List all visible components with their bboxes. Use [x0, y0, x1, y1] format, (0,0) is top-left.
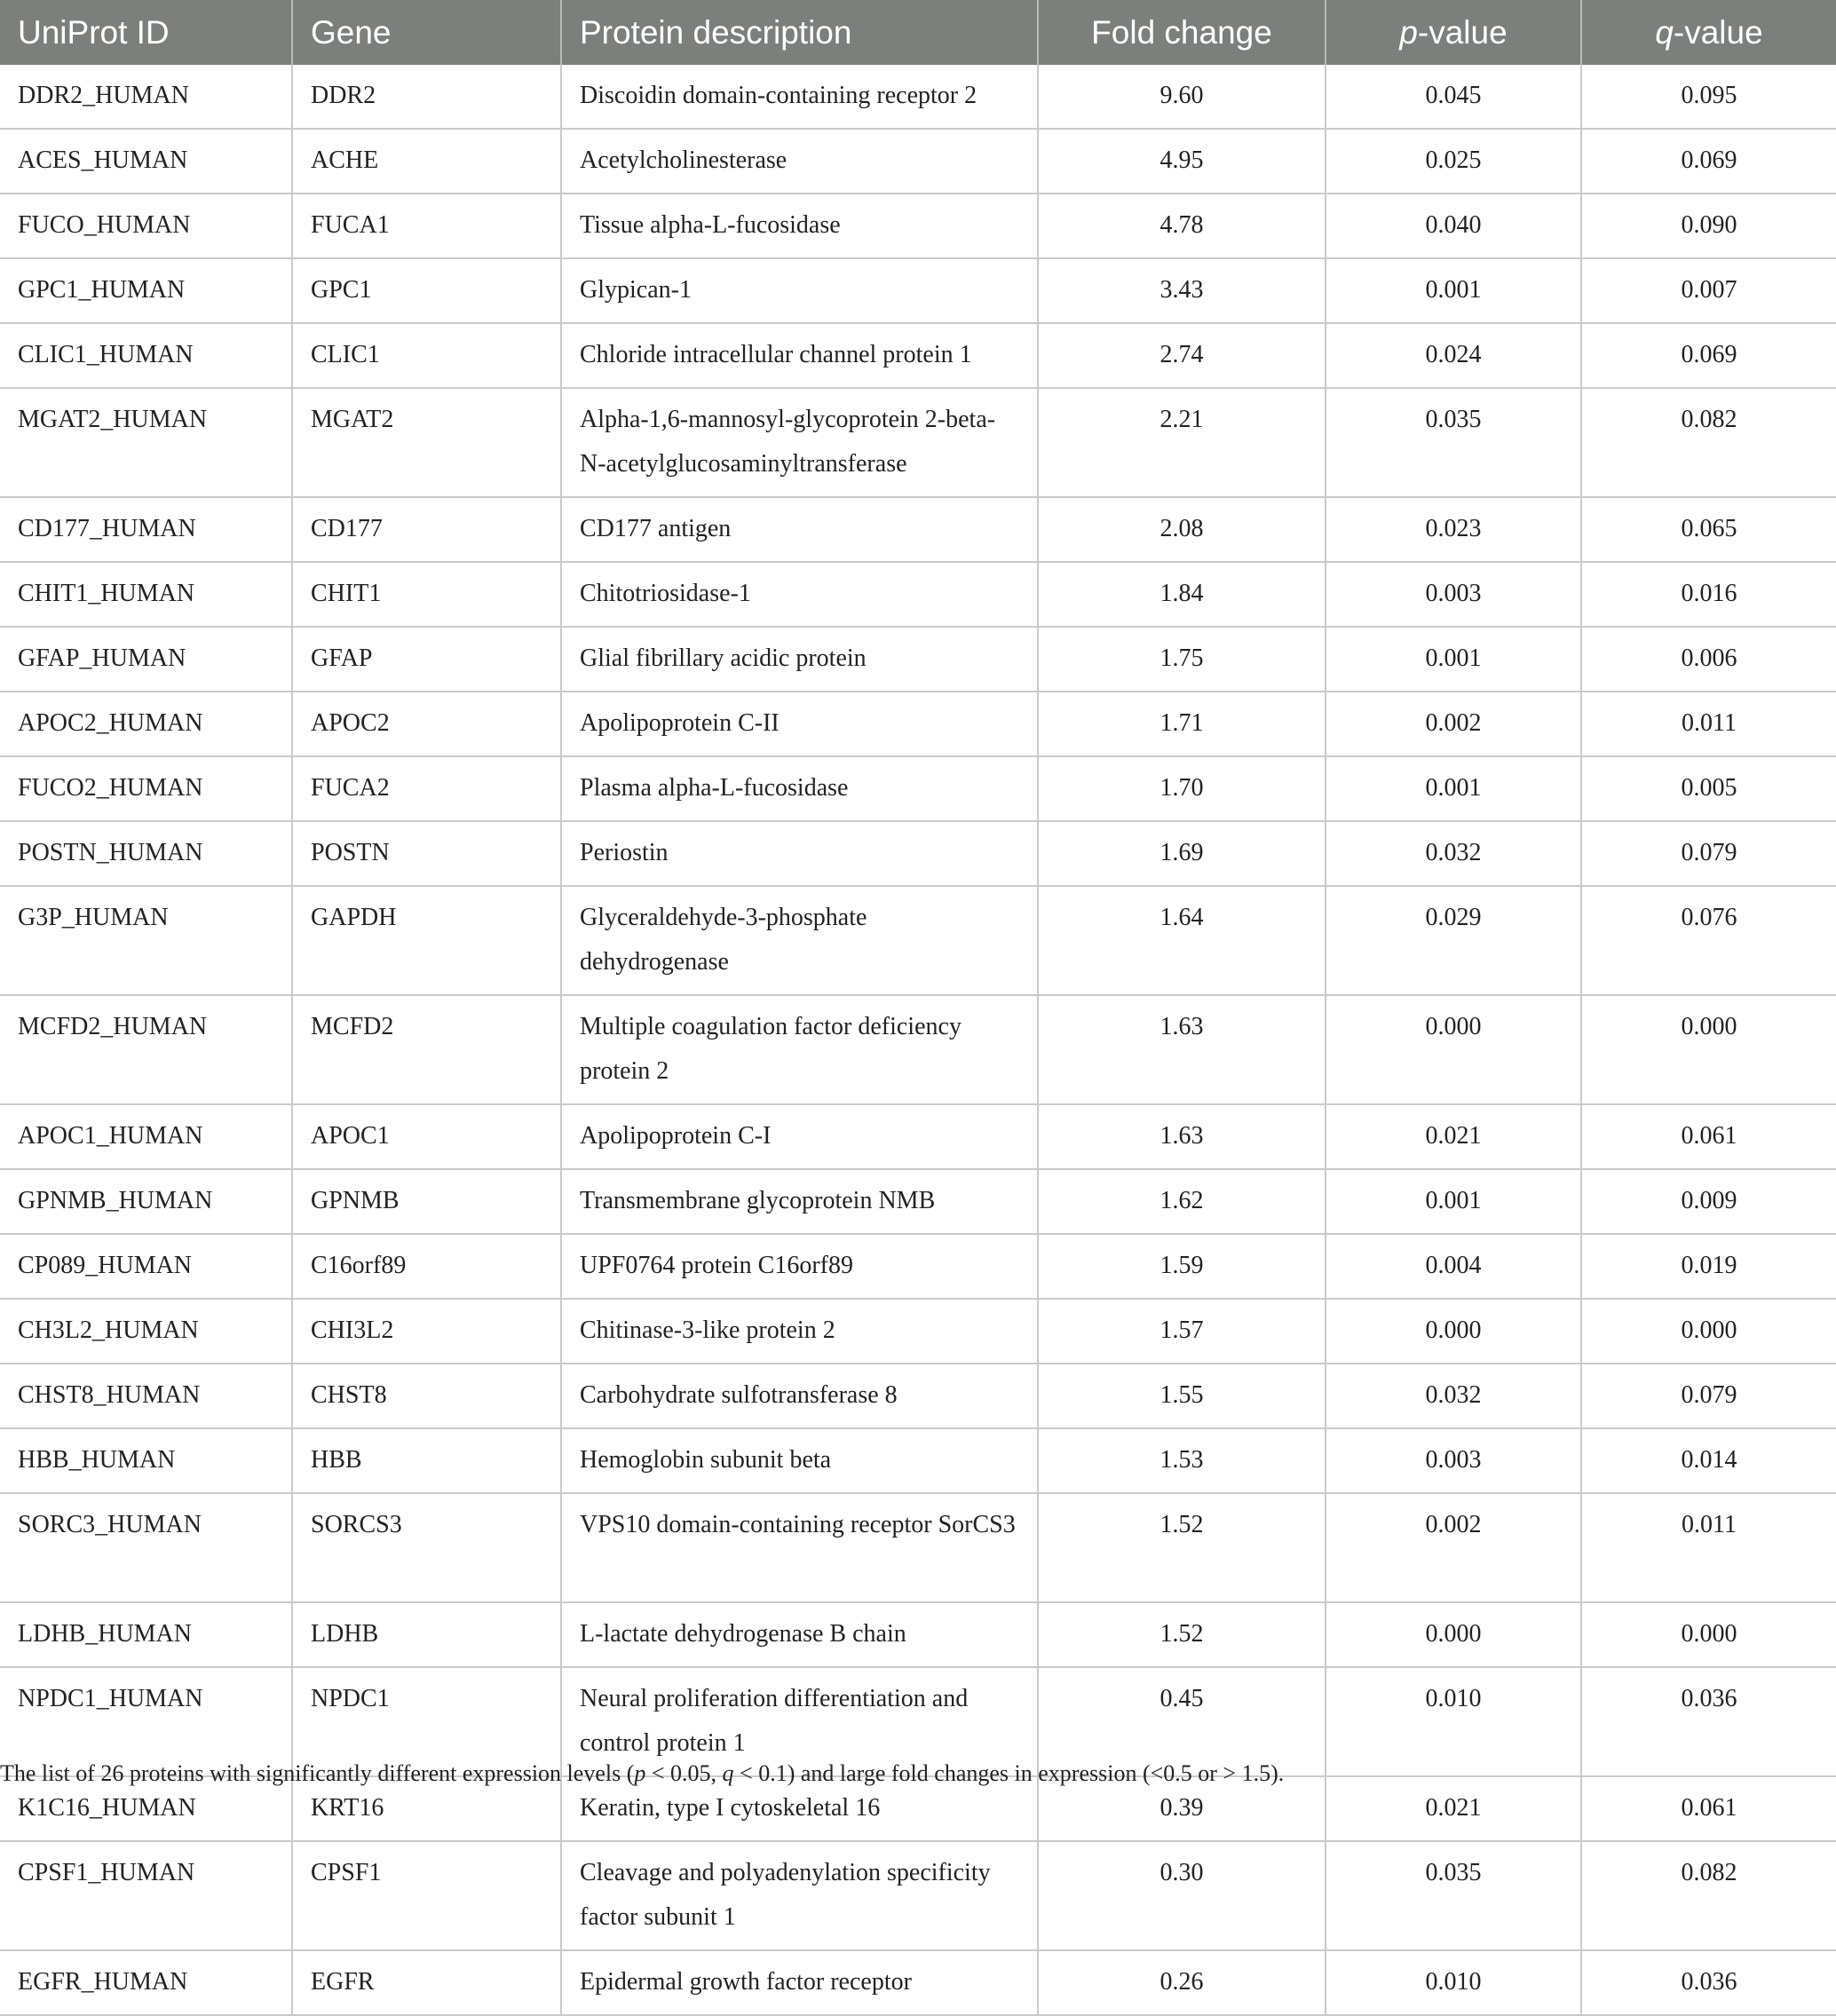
cell-gene: APOC2 [292, 692, 561, 756]
cell-p-value: 0.035 [1326, 1841, 1581, 1950]
cell-gene: MGAT2 [292, 388, 561, 497]
header-uniprot-id: UniProt ID [0, 0, 292, 65]
cell-fold-change: 1.71 [1038, 692, 1326, 756]
cell-gene: DDR2 [292, 65, 561, 129]
cell-q-value: 0.036 [1581, 1667, 1836, 1776]
cell-gene: CD177 [292, 497, 561, 562]
cell-gene: KRT16 [292, 1776, 561, 1841]
cell-p-value: 0.001 [1326, 1169, 1581, 1234]
cell-fold-change: 1.62 [1038, 1169, 1326, 1234]
table-row [0, 1104, 1836, 1169]
table-row [0, 756, 1836, 821]
cell-q-value: 0.011 [1581, 692, 1836, 756]
cell-q-value: 0.061 [1581, 1104, 1836, 1169]
cell-protein-description: Periostin [561, 821, 1038, 886]
cell-fold-change: 1.70 [1038, 756, 1326, 821]
cell-uniprot-id: MGAT2_HUMAN [0, 388, 292, 497]
cell-fold-change: 1.59 [1038, 1234, 1326, 1299]
table-row [0, 995, 1836, 1104]
footnote-text-3: < 0.1) and large fold changes in expression (<0.5 or > 1.5). [733, 1760, 1285, 1786]
cell-p-value: 0.000 [1326, 1602, 1581, 1667]
cell-q-value: 0.019 [1581, 1234, 1836, 1299]
cell-p-value: 0.025 [1326, 129, 1581, 194]
cell-protein-description: Transmembrane glycoprotein NMB [561, 1169, 1038, 1234]
cell-p-value: 0.002 [1326, 1493, 1581, 1602]
cell-q-value: 0.007 [1581, 258, 1836, 323]
cell-uniprot-id: CLIC1_HUMAN [0, 323, 292, 388]
cell-uniprot-id: GPNMB_HUMAN [0, 1169, 292, 1234]
cell-p-value: 0.004 [1326, 1234, 1581, 1299]
table-row [0, 886, 1836, 995]
cell-protein-description: L-lactate dehydrogenase B chain [561, 1602, 1038, 1667]
table-row [0, 1364, 1836, 1428]
table-row [0, 692, 1836, 756]
cell-q-value: 0.069 [1581, 129, 1836, 194]
cell-fold-change: 1.53 [1038, 1428, 1326, 1493]
header-p-value [1326, 0, 1581, 65]
cell-p-value: 0.003 [1326, 562, 1581, 627]
cell-gene: GFAP [292, 627, 561, 692]
cell-uniprot-id: EGFR_HUMAN [0, 1950, 292, 2015]
table-body [0, 65, 1836, 2015]
cell-protein-description: Cleavage and polyadenylation specificity factor subunit 1 [561, 1841, 1038, 1950]
cell-uniprot-id: POSTN_HUMAN [0, 821, 292, 886]
cell-uniprot-id: GFAP_HUMAN [0, 627, 292, 692]
cell-protein-description: Glyceraldehyde-3-phosphate dehydrogenase [561, 886, 1038, 995]
cell-q-value: 0.011 [1581, 1493, 1836, 1602]
cell-gene: SORCS3 [292, 1493, 561, 1602]
cell-p-value: 0.021 [1326, 1104, 1581, 1169]
footnote-q: q [722, 1760, 734, 1786]
cell-fold-change: 0.30 [1038, 1841, 1326, 1950]
table-row [0, 194, 1836, 258]
cell-p-value: 0.000 [1326, 995, 1581, 1104]
cell-q-value: 0.082 [1581, 388, 1836, 497]
cell-uniprot-id: DDR2_HUMAN [0, 65, 292, 129]
cell-uniprot-id: CPSF1_HUMAN [0, 1841, 292, 1950]
cell-q-value: 0.000 [1581, 995, 1836, 1104]
cell-q-value: 0.069 [1581, 323, 1836, 388]
cell-fold-change: 1.57 [1038, 1299, 1326, 1364]
cell-protein-description: Carbohydrate sulfotransferase 8 [561, 1364, 1038, 1428]
cell-protein-description: Keratin, type I cytoskeletal 16 [561, 1776, 1038, 1841]
cell-gene: NPDC1 [292, 1667, 561, 1776]
cell-p-value: 0.032 [1326, 1364, 1581, 1428]
cell-fold-change: 0.39 [1038, 1776, 1326, 1841]
table-row [0, 65, 1836, 129]
cell-p-value: 0.021 [1326, 1776, 1581, 1841]
cell-q-value: 0.082 [1581, 1841, 1836, 1950]
cell-uniprot-id: SORC3_HUMAN [0, 1493, 292, 1602]
header-protein-description: Protein description [561, 0, 1038, 65]
cell-uniprot-id: NPDC1_HUMAN [0, 1667, 292, 1776]
cell-protein-description: Chloride intracellular channel protein 1 [561, 323, 1038, 388]
cell-p-value: 0.023 [1326, 497, 1581, 562]
cell-fold-change: 1.84 [1038, 562, 1326, 627]
q-letter: q [1655, 13, 1674, 51]
table-row [0, 1950, 1836, 2015]
cell-protein-description: Glial fibrillary acidic protein [561, 627, 1038, 692]
cell-q-value: 0.000 [1581, 1602, 1836, 1667]
cell-fold-change: 9.60 [1038, 65, 1326, 129]
cell-fold-change: 1.64 [1038, 886, 1326, 995]
cell-gene: CHST8 [292, 1364, 561, 1428]
cell-fold-change: 1.69 [1038, 821, 1326, 886]
cell-q-value: 0.005 [1581, 756, 1836, 821]
cell-p-value: 0.032 [1326, 821, 1581, 886]
cell-fold-change: 2.21 [1038, 388, 1326, 497]
cell-uniprot-id: LDHB_HUMAN [0, 1602, 292, 1667]
cell-protein-description: Discoidin domain-containing receptor 2 [561, 65, 1038, 129]
cell-q-value: 0.036 [1581, 1950, 1836, 2015]
cell-gene: ACHE [292, 129, 561, 194]
cell-uniprot-id: HBB_HUMAN [0, 1428, 292, 1493]
cell-fold-change: 1.75 [1038, 627, 1326, 692]
cell-p-value: 0.003 [1326, 1428, 1581, 1493]
cell-protein-description: Chitinase-3-like protein 2 [561, 1299, 1038, 1364]
cell-uniprot-id: CH3L2_HUMAN [0, 1299, 292, 1364]
table-row [0, 1841, 1836, 1950]
table-row [0, 562, 1836, 627]
table-row [0, 821, 1836, 886]
table-row [0, 129, 1836, 194]
cell-q-value: 0.006 [1581, 627, 1836, 692]
table-row [0, 627, 1836, 692]
cell-protein-description: Epidermal growth factor receptor [561, 1950, 1038, 2015]
cell-protein-description: Tissue alpha-L-fucosidase [561, 194, 1038, 258]
cell-p-value: 0.040 [1326, 194, 1581, 258]
cell-fold-change: 4.78 [1038, 194, 1326, 258]
cell-gene: FUCA2 [292, 756, 561, 821]
cell-p-value: 0.002 [1326, 692, 1581, 756]
cell-protein-description: Hemoglobin subunit beta [561, 1428, 1038, 1493]
cell-gene: C16orf89 [292, 1234, 561, 1299]
cell-uniprot-id: FUCO2_HUMAN [0, 756, 292, 821]
table-row [0, 497, 1836, 562]
cell-protein-description: Multiple coagulation factor deficiency protein 2 [561, 995, 1038, 1104]
cell-fold-change: 1.63 [1038, 995, 1326, 1104]
cell-gene: APOC1 [292, 1104, 561, 1169]
cell-fold-change: 1.52 [1038, 1493, 1326, 1602]
cell-p-value: 0.001 [1326, 258, 1581, 323]
cell-fold-change: 3.43 [1038, 258, 1326, 323]
cell-fold-change: 0.45 [1038, 1667, 1326, 1776]
cell-fold-change: 1.55 [1038, 1364, 1326, 1428]
cell-q-value: 0.014 [1581, 1428, 1836, 1493]
header-fold-change: Fold change [1038, 0, 1326, 65]
footnote-text-1: The list of 26 proteins with significantly different expression levels ( [0, 1760, 635, 1786]
cell-fold-change: 4.95 [1038, 129, 1326, 194]
p-letter: p [1399, 13, 1418, 51]
footnote-text-2: < 0.05, [645, 1760, 723, 1786]
header-q-value [1581, 0, 1836, 65]
cell-gene: GAPDH [292, 886, 561, 995]
cell-q-value: 0.079 [1581, 821, 1836, 886]
table-header [0, 0, 1836, 65]
cell-fold-change: 2.74 [1038, 323, 1326, 388]
cell-protein-description: Glypican-1 [561, 258, 1038, 323]
cell-q-value: 0.090 [1581, 194, 1836, 258]
cell-gene: LDHB [292, 1602, 561, 1667]
cell-uniprot-id: APOC1_HUMAN [0, 1104, 292, 1169]
p-suffix: -value [1417, 13, 1508, 51]
cell-protein-description: Chitotriosidase-1 [561, 562, 1038, 627]
cell-protein-description: Apolipoprotein C-I [561, 1104, 1038, 1169]
cell-q-value: 0.061 [1581, 1776, 1836, 1841]
cell-uniprot-id: CD177_HUMAN [0, 497, 292, 562]
cell-protein-description: Acetylcholinesterase [561, 129, 1038, 194]
cell-uniprot-id: GPC1_HUMAN [0, 258, 292, 323]
cell-gene: FUCA1 [292, 194, 561, 258]
cell-gene: CPSF1 [292, 1841, 561, 1950]
table-row [0, 1602, 1836, 1667]
cell-gene: CHI3L2 [292, 1299, 561, 1364]
cell-p-value: 0.001 [1326, 756, 1581, 821]
cell-protein-description: CD177 antigen [561, 497, 1038, 562]
cell-gene: POSTN [292, 821, 561, 886]
cell-q-value: 0.065 [1581, 497, 1836, 562]
table-row [0, 1428, 1836, 1493]
cell-protein-description: Plasma alpha-L-fucosidase [561, 756, 1038, 821]
cell-p-value: 0.045 [1326, 65, 1581, 129]
table-row [0, 1299, 1836, 1364]
table-row [0, 388, 1836, 497]
cell-gene: EGFR [292, 1950, 561, 2015]
cell-p-value: 0.000 [1326, 1299, 1581, 1364]
cell-uniprot-id: MCFD2_HUMAN [0, 995, 292, 1104]
cell-uniprot-id: CHST8_HUMAN [0, 1364, 292, 1428]
cell-p-value: 0.010 [1326, 1950, 1581, 2015]
cell-p-value: 0.029 [1326, 886, 1581, 995]
cell-q-value: 0.016 [1581, 562, 1836, 627]
cell-gene: CHIT1 [292, 562, 561, 627]
cell-q-value: 0.009 [1581, 1169, 1836, 1234]
cell-q-value: 0.079 [1581, 1364, 1836, 1428]
cell-p-value: 0.035 [1326, 388, 1581, 497]
cell-fold-change: 2.08 [1038, 497, 1326, 562]
cell-uniprot-id: ACES_HUMAN [0, 129, 292, 194]
cell-fold-change: 1.63 [1038, 1104, 1326, 1169]
cell-p-value: 0.001 [1326, 627, 1581, 692]
header-gene: Gene [292, 0, 561, 65]
header-row [0, 0, 1836, 65]
cell-fold-change: 0.26 [1038, 1950, 1326, 2015]
cell-q-value: 0.000 [1581, 1299, 1836, 1364]
cell-q-value: 0.076 [1581, 886, 1836, 995]
table-row [0, 1234, 1836, 1299]
cell-uniprot-id: K1C16_HUMAN [0, 1776, 292, 1841]
cell-uniprot-id: G3P_HUMAN [0, 886, 292, 995]
cell-protein-description: VPS10 domain-containing receptor SorCS3 [561, 1493, 1038, 1602]
table-row [0, 258, 1836, 323]
cell-gene: GPNMB [292, 1169, 561, 1234]
cell-uniprot-id: CP089_HUMAN [0, 1234, 292, 1299]
q-suffix: -value [1673, 13, 1763, 51]
cell-fold-change: 1.52 [1038, 1602, 1326, 1667]
cell-protein-description: Neural proliferation differentiation and control protein 1 [561, 1667, 1038, 1776]
cell-gene: HBB [292, 1428, 561, 1493]
table-row [0, 1169, 1836, 1234]
cell-gene: GPC1 [292, 258, 561, 323]
cell-uniprot-id: FUCO_HUMAN [0, 194, 292, 258]
cell-protein-description: Alpha-1,6-mannosyl-glycoprotein 2-beta-N-acetylglucosaminyltransferase [561, 388, 1038, 497]
cell-protein-description: Apolipoprotein C-II [561, 692, 1038, 756]
cell-uniprot-id: APOC2_HUMAN [0, 692, 292, 756]
cell-p-value: 0.010 [1326, 1667, 1581, 1776]
table-row [0, 323, 1836, 388]
cell-gene: MCFD2 [292, 995, 561, 1104]
table-footnote [0, 1759, 1836, 1789]
footnote-p: p [634, 1760, 646, 1786]
cell-uniprot-id: CHIT1_HUMAN [0, 562, 292, 627]
cell-gene: CLIC1 [292, 323, 561, 388]
cell-q-value: 0.095 [1581, 65, 1836, 129]
cell-protein-description: UPF0764 protein C16orf89 [561, 1234, 1038, 1299]
table-row [0, 1493, 1836, 1602]
cell-p-value: 0.024 [1326, 323, 1581, 388]
